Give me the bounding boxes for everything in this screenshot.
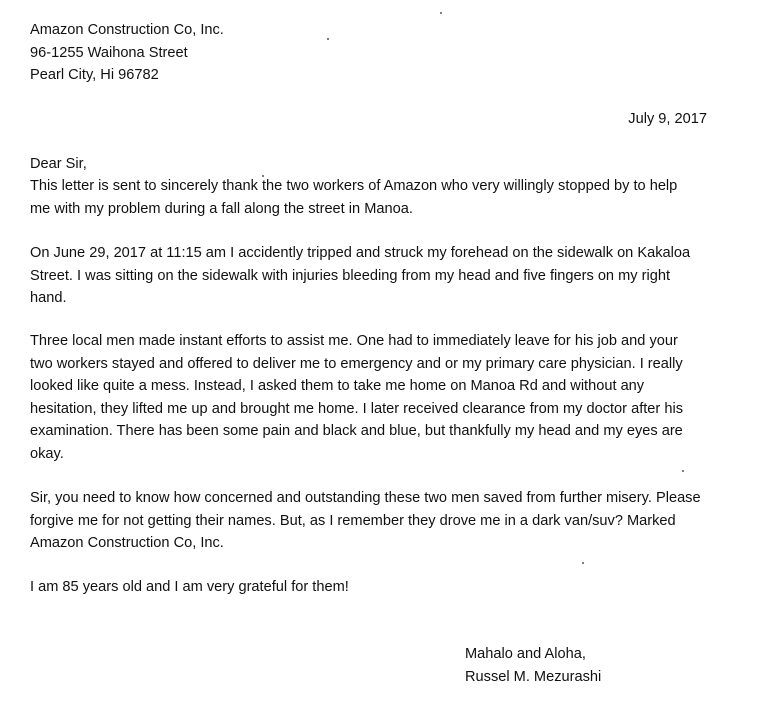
paragraph-3 (30, 330, 730, 465)
address-line-street: 96-1255 Waihona Street (30, 44, 188, 61)
paragraph-line: hand. (30, 290, 67, 306)
closing-signature (465, 643, 601, 688)
paragraph-2 (30, 242, 730, 310)
scan-speck (682, 470, 684, 472)
scan-speck (327, 38, 329, 40)
paragraph-1 (30, 175, 730, 220)
scan-speck (440, 12, 442, 14)
scan-speck (262, 175, 264, 177)
paragraph-line: hesitation, they lifted me up and brought me home. I later received clearance from my doctor after his (30, 400, 683, 417)
paragraph-line: I am 85 years old and I am very grateful for them! (30, 579, 349, 595)
paragraph-line: forgive me for not getting their names. But, as I remember they drove me in a dark van/suv? Marked (30, 512, 676, 529)
paragraph-4 (30, 487, 730, 555)
paragraph-line: On June 29, 2017 at 11:15 am I accidently tripped and struck my forehead on the sidewalk on Kakaloa (30, 245, 691, 261)
paragraph-line: Street. I was sitting on the sidewalk with injuries bleeding from my head and five fingers on my right (30, 267, 671, 284)
paragraph-line: two workers stayed and offered to deliver me to emergency and or my primary care physician. I really (30, 355, 683, 372)
paragraph-line: okay. (30, 445, 64, 462)
paragraph-line: me with my problem during a fall along the street in Manoa. (30, 200, 413, 217)
sender-address (30, 19, 224, 87)
paragraph-line: looked like quite a mess. Instead, I asked them to take me home on Manoa Rd and without any (30, 378, 645, 394)
valediction: Mahalo and Aloha, (465, 646, 586, 662)
letter-date: July 9, 2017 (628, 111, 707, 127)
paragraph-5 (30, 576, 730, 599)
paragraph-line: Three local men made instant efforts to assist me. One had to immediately leave for his job and your (30, 333, 678, 349)
paragraph-line: Sir, you need to know how concerned and outstanding these two men saved from further misery. Please (30, 490, 701, 506)
address-line-city: Pearl City, Hi 96782 (30, 67, 159, 83)
paragraph-line: examination. There has been some pain and black and blue, but thankfully my head and my eyes are (30, 423, 683, 439)
paragraph-line: This letter is sent to sincerely thank the two workers of Amazon who very willingly stopped by to help (30, 178, 678, 194)
address-line-company: Amazon Construction Co, Inc. (30, 22, 224, 38)
scan-speck (582, 562, 584, 564)
paragraph-line: Amazon Construction Co, Inc. (30, 535, 224, 551)
signer-name: Russel M. Mezurashi (465, 668, 602, 685)
greeting: Dear Sir, (30, 156, 87, 172)
